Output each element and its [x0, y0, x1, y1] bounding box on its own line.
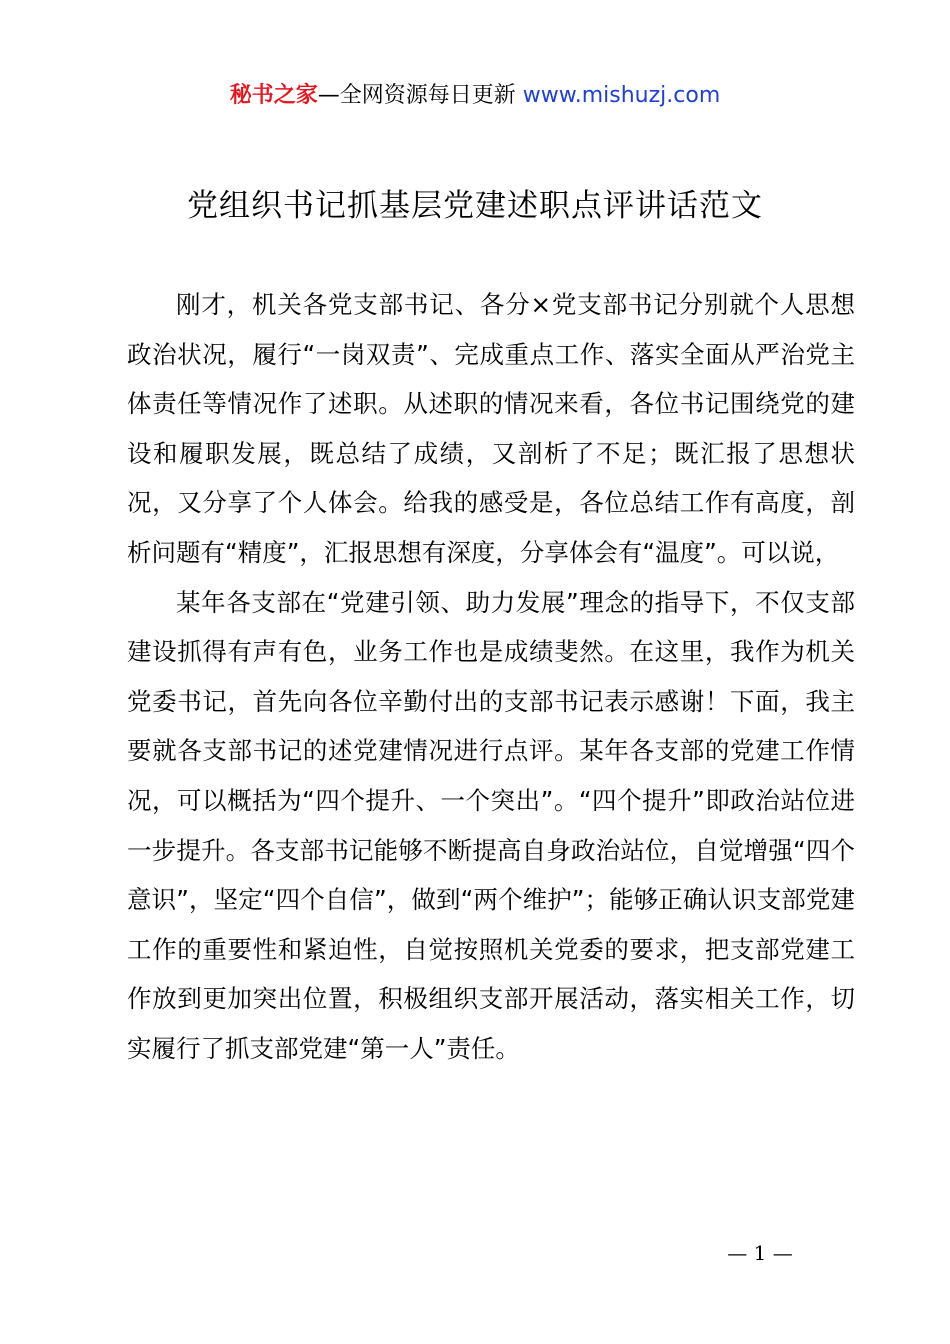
document-body [127, 280, 855, 1074]
site-url-link[interactable]: www.mishuzj.com [522, 83, 721, 108]
site-header [0, 78, 950, 114]
paragraph-2: 某年各支部在“党建引领、助力发展”理念的指导下，不仅支部建设抓得有声有色，业务工作也是成绩斐然。在这里，我作为机关党委书记，首先向各位辛勤付出的支部书记表示感谢！下面，我主要就各支部书记的述党建情况进行点评。某年各支部的党建工作情况，可以概括为“四个提升、一个突出”。“四个提升”即政治站位进一步提升。各支部书记能够不断提高自身政治站位，自觉增强“四个意识”，坚定“四个自信”，做到“两个维护”；能够正确认识支部党建工作的重要性和紧迫性，自觉按照机关党委的要求，把支部党建工作放到更加突出位置，积极组织支部开展活动，落实相关工作，切实履行了抓支部党建“第一人”责任。 [127, 587, 855, 1063]
document-title: 党组织书记抓基层党建述职点评讲话范文 [187, 188, 763, 224]
paragraph-1: 刚才，机关各党支部书记、各分×党支部书记分别就个人思想政治状况，履行“一岗双责”、完成重点工作、落实全面从严治党主体责任等情况作了述职。从述职的情况来看，各位书记围绕党的建设和履职发展，既总结了成绩，又剖析了不足；既汇报了思想状况，又分享了个人体会。给我的感受是，各位总结工作有高度，剖析问题有“精度”，汇报思想有深度，分享体会有“温度”。可以说， [127, 290, 855, 567]
site-brand: 秘书之家 [229, 83, 318, 108]
site-tagline: —全网资源每日更新 [317, 83, 523, 108]
page-number: — 1 — [727, 1241, 793, 1265]
